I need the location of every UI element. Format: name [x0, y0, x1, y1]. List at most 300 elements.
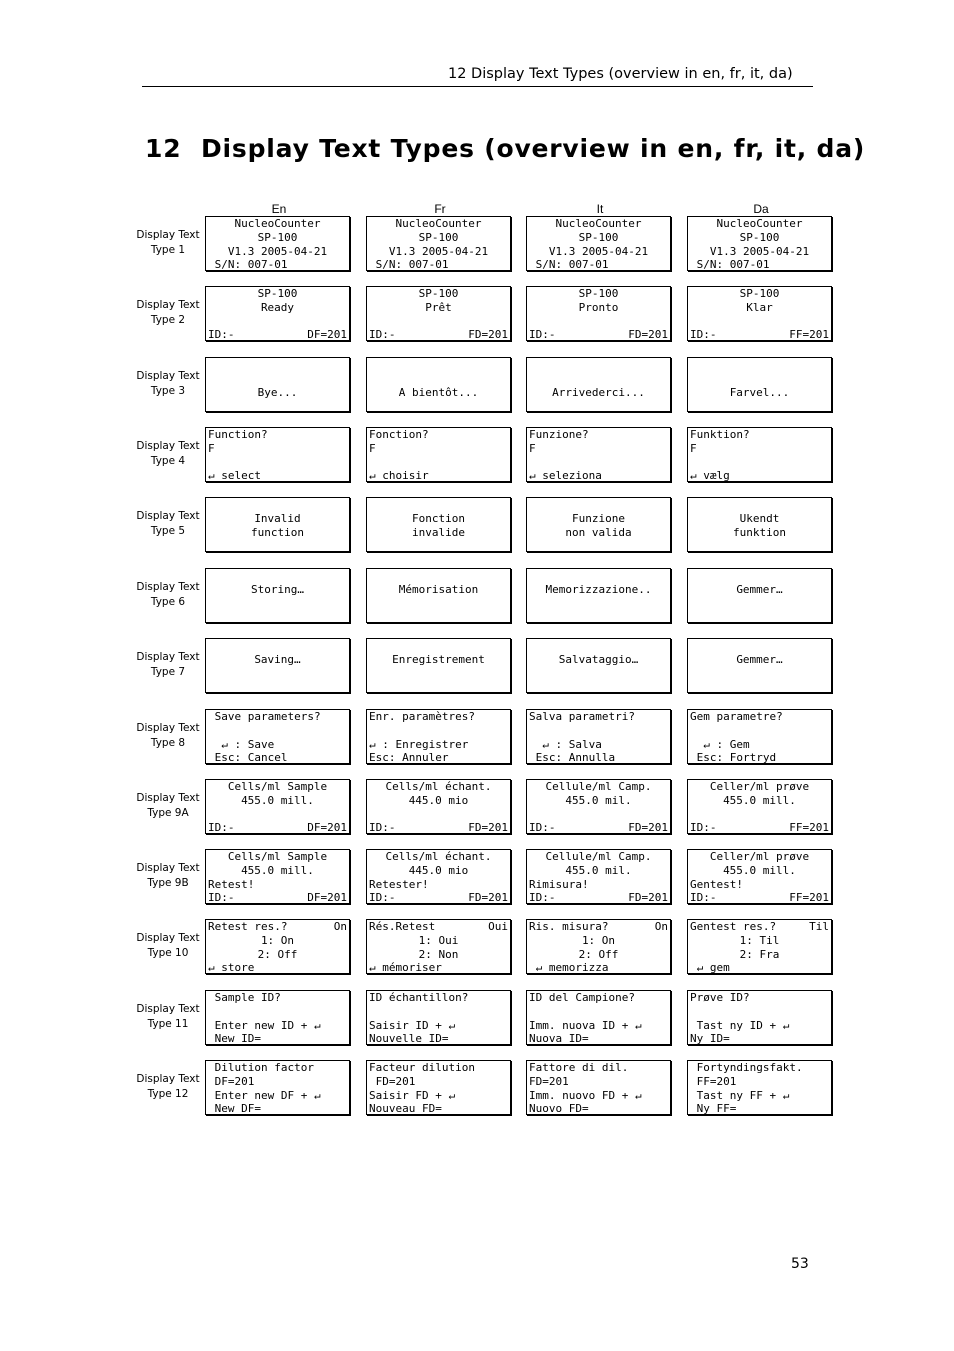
- lcd-display-fr: [366, 286, 511, 341]
- lcd-line: Facteur dilution: [369, 1061, 475, 1074]
- row-label-line: Type 8: [150, 737, 186, 749]
- lcd-display-fr: [366, 990, 511, 1045]
- lcd-line: 455.0 mill.: [723, 794, 796, 807]
- column-header-da: Da: [753, 202, 769, 216]
- lcd-line: SP-100: [578, 231, 619, 244]
- lcd-line: Funktion?: [690, 428, 750, 441]
- lcd-line: [529, 639, 668, 653]
- lcd-line: [529, 315, 668, 329]
- lcd-line: Cellule/ml Camp.: [545, 850, 652, 863]
- row-label-line: Display Text: [136, 370, 200, 382]
- lcd-line: [690, 498, 829, 512]
- row-label-line: Display Text: [136, 722, 200, 734]
- row-label-line: Display Text: [136, 932, 200, 944]
- lcd-line: Fonction?: [369, 428, 429, 441]
- lcd-line: [208, 456, 347, 470]
- lcd-line: Mémorisation: [398, 583, 479, 596]
- lcd-line: [369, 569, 508, 583]
- lcd-line: [369, 539, 508, 552]
- lcd-display-fr: [366, 357, 511, 412]
- lcd-line: [529, 358, 668, 372]
- lcd-line: [208, 539, 347, 552]
- lcd-line: [690, 808, 829, 822]
- lcd-line: [369, 724, 508, 738]
- lcd-display-fr: [366, 427, 511, 482]
- lcd-line: DF=201: [208, 1075, 255, 1088]
- lcd-line-left: ID:-: [369, 821, 396, 834]
- lcd-line: [369, 372, 508, 386]
- lcd-line-right: FD=201: [468, 328, 508, 341]
- row-label: [128, 580, 208, 610]
- row-label-line: Display Text: [136, 229, 200, 241]
- lcd-line-right: FF=201: [789, 328, 829, 341]
- lcd-display-fr: [366, 919, 511, 974]
- row-label: [128, 1002, 208, 1032]
- header-rule: [142, 86, 813, 87]
- lcd-line: Tast ny FF + ↵: [690, 1089, 790, 1102]
- lcd-line: Save parameters?: [208, 710, 321, 723]
- lcd-line-right: FF=201: [789, 891, 829, 904]
- lcd-line: S/N: 007-01: [208, 258, 288, 271]
- lcd-line: [690, 569, 829, 583]
- lcd-line: [529, 724, 668, 738]
- lcd-line: [208, 597, 347, 611]
- lcd-line: Fortyndingsfakt.: [690, 1061, 803, 1074]
- lcd-line: Prøve ID?: [690, 991, 750, 1004]
- lcd-line: Nouveau FD=: [369, 1102, 442, 1115]
- lcd-line: ↵ store: [208, 961, 255, 974]
- lcd-line: [690, 667, 829, 681]
- lcd-line: [369, 920, 508, 934]
- lcd-line: [529, 808, 668, 822]
- lcd-display-da: [687, 286, 832, 341]
- lcd-display-en: [205, 497, 350, 552]
- lcd-line: [690, 1005, 829, 1019]
- lcd-line: V1.3 2005-04-21: [548, 245, 649, 258]
- row-label-line: Type 9A: [147, 807, 189, 819]
- lcd-display-it: [526, 427, 671, 482]
- lcd-line: Celler/ml prøve: [709, 780, 810, 793]
- lcd-line: [690, 315, 829, 329]
- lcd-display-en: [205, 1060, 350, 1115]
- lcd-line: [690, 821, 829, 834]
- lcd-line: [529, 821, 668, 834]
- lcd-line: Enregistrement: [392, 653, 485, 666]
- row-label: [128, 369, 208, 399]
- lcd-line-left: ID:-: [690, 821, 717, 834]
- row-label-line: Display Text: [136, 792, 200, 804]
- lcd-line: Farvel...: [729, 386, 790, 399]
- lcd-line: [369, 808, 508, 822]
- lcd-line: Cells/ml échant.: [385, 850, 492, 863]
- lcd-line: SP-100: [418, 231, 459, 244]
- row-label: [128, 439, 208, 469]
- chapter-title-text: Display Text Types (overview in en, fr, it, da): [201, 134, 866, 163]
- lcd-line: [208, 328, 347, 341]
- chapter-title: [145, 134, 865, 163]
- lcd-line: [529, 680, 668, 693]
- lcd-line: Fattore di dil.: [529, 1061, 629, 1074]
- lcd-line: SP-100: [418, 287, 459, 300]
- page-number: 53: [791, 1256, 809, 1272]
- lcd-line: ↵ : Enregistrer: [369, 738, 469, 751]
- lcd-line: ↵ : Save: [208, 738, 275, 751]
- lcd-line: Imm. nuova ID + ↵: [529, 1019, 642, 1032]
- lcd-line: 455.0 mil.: [565, 794, 632, 807]
- row-label-line: Type 1: [150, 244, 186, 256]
- lcd-line: [369, 456, 508, 470]
- lcd-line: [529, 569, 668, 583]
- lcd-display-fr: [366, 709, 511, 764]
- lcd-line: ID del Campione?: [529, 991, 635, 1004]
- lcd-line: Tast ny ID + ↵: [690, 1019, 790, 1032]
- lcd-line: [208, 358, 347, 372]
- lcd-line-right: Oui: [488, 920, 508, 933]
- lcd-line: ID échantillon?: [369, 991, 469, 1004]
- lcd-line: Esc: Fortryd: [690, 751, 777, 764]
- lcd-display-fr: [366, 497, 511, 552]
- lcd-line: Ny ID=: [690, 1032, 730, 1045]
- lcd-line: [208, 680, 347, 693]
- lcd-line-right: DF=201: [307, 821, 347, 834]
- lcd-line: Celler/ml prøve: [709, 850, 810, 863]
- lcd-line-right: On: [333, 920, 347, 933]
- lcd-line: V1.3 2005-04-21: [388, 245, 489, 258]
- lcd-line: F: [369, 442, 376, 455]
- lcd-line: Saisir FD + ↵: [369, 1089, 456, 1102]
- column-header-en: En: [271, 202, 287, 216]
- lcd-line: V1.3 2005-04-21: [227, 245, 328, 258]
- lcd-line: 455.0 mill.: [241, 864, 314, 877]
- lcd-line: S/N: 007-01: [529, 258, 609, 271]
- lcd-display-fr: [366, 568, 511, 623]
- row-label-line: Type 12: [147, 1088, 189, 1100]
- lcd-line: [690, 539, 829, 552]
- lcd-line-left: ID:-: [690, 328, 717, 341]
- lcd-line: [369, 498, 508, 512]
- row-label-line: Display Text: [136, 862, 200, 874]
- lcd-line: [208, 399, 347, 412]
- row-label-line: Type 7: [150, 666, 186, 678]
- lcd-line-left: ID:-: [529, 328, 556, 341]
- lcd-line-left: ID:-: [690, 891, 717, 904]
- lcd-line: [690, 399, 829, 412]
- lcd-line: [690, 920, 829, 934]
- lcd-line: [690, 328, 829, 341]
- lcd-line: [208, 498, 347, 512]
- lcd-line: Nuovo FD=: [529, 1102, 589, 1115]
- lcd-display-it: [526, 709, 671, 764]
- lcd-line-left: ID:-: [529, 891, 556, 904]
- lcd-line: [369, 1005, 508, 1019]
- lcd-line: ↵ gem: [690, 961, 730, 974]
- row-label-line: Type 3: [150, 385, 186, 397]
- lcd-line: ↵ memorizza: [529, 961, 609, 974]
- lcd-display-en: [205, 427, 350, 482]
- lcd-display-da: [687, 779, 832, 834]
- lcd-line: [208, 569, 347, 583]
- lcd-line: Fonction: [412, 512, 465, 525]
- row-label: [128, 228, 208, 258]
- row-label-line: Type 11: [147, 1018, 189, 1030]
- lcd-line: 455.0 mill.: [723, 864, 796, 877]
- lcd-line: SP-100: [739, 231, 780, 244]
- lcd-line-right: FF=201: [789, 821, 829, 834]
- lcd-line: [529, 539, 668, 552]
- lcd-line: Imm. nuovo FD + ↵: [529, 1089, 642, 1102]
- lcd-display-da: [687, 919, 832, 974]
- lcd-line: 445.0 mio: [408, 864, 469, 877]
- lcd-display-en: [205, 849, 350, 904]
- row-label: [128, 931, 208, 961]
- lcd-line-left: Gentest res.?: [690, 920, 777, 933]
- lcd-line: Arrivederci...: [552, 386, 645, 399]
- lcd-display-en: [205, 216, 350, 271]
- row-label: [128, 509, 208, 539]
- lcd-line: [369, 891, 508, 904]
- lcd-line: [208, 667, 347, 681]
- lcd-line: ↵ seleziona: [529, 469, 602, 482]
- lcd-line: Gem parametre?: [690, 710, 783, 723]
- lcd-display-it: [526, 779, 671, 834]
- lcd-display-en: [205, 638, 350, 693]
- lcd-line: invalide: [412, 526, 465, 539]
- lcd-line: S/N: 007-01: [369, 258, 449, 271]
- lcd-line: Salva parametri?: [529, 710, 635, 723]
- lcd-display-it: [526, 990, 671, 1045]
- lcd-line-left: ID:-: [529, 821, 556, 834]
- row-label-line: Display Text: [136, 299, 200, 311]
- lcd-line: NucleoCounter: [234, 217, 321, 230]
- lcd-line: [529, 399, 668, 412]
- lcd-line: [529, 597, 668, 611]
- lcd-line: Dilution factor: [208, 1061, 314, 1074]
- lcd-display-en: [205, 357, 350, 412]
- lcd-line: A bientôt...: [398, 386, 479, 399]
- lcd-line: Saving…: [254, 653, 301, 666]
- lcd-line: ↵ choisir: [369, 469, 429, 482]
- lcd-line: ↵ : Gem: [690, 738, 750, 751]
- lcd-line: Cells/ml Sample: [227, 780, 328, 793]
- lcd-line: Prêt: [425, 301, 452, 314]
- lcd-line: Retest!: [208, 878, 255, 891]
- lcd-line: [208, 315, 347, 329]
- lcd-display-en: [205, 919, 350, 974]
- lcd-line: ↵ : Salva: [529, 738, 602, 751]
- lcd-line: ↵ mémoriser: [369, 961, 442, 974]
- lcd-line-right: On: [654, 920, 668, 933]
- lcd-line: [208, 1005, 347, 1019]
- lcd-line-right: FD=201: [628, 891, 668, 904]
- lcd-line: [529, 328, 668, 341]
- row-label-line: Type 4: [150, 455, 186, 467]
- lcd-line: [208, 891, 347, 904]
- lcd-line: Sample ID?: [208, 991, 281, 1004]
- lcd-line: [690, 680, 829, 693]
- row-label-line: Display Text: [136, 651, 200, 663]
- lcd-line: V1.3 2005-04-21: [709, 245, 810, 258]
- row-label-line: Type 9B: [147, 877, 189, 889]
- lcd-line: Gemmer…: [736, 653, 783, 666]
- lcd-display-fr: [366, 216, 511, 271]
- lcd-line: [369, 680, 508, 693]
- lcd-display-en: [205, 568, 350, 623]
- lcd-display-da: [687, 638, 832, 693]
- row-label: [128, 650, 208, 680]
- lcd-display-it: [526, 568, 671, 623]
- lcd-line: 2: Fra: [739, 948, 780, 961]
- lcd-line: Retester!: [369, 878, 429, 891]
- row-label-line: Type 10: [147, 947, 189, 959]
- lcd-line: Saisir ID + ↵: [369, 1019, 456, 1032]
- lcd-line: 2: Non: [418, 948, 459, 961]
- row-label-line: Type 6: [150, 596, 186, 608]
- lcd-line: Enter new DF + ↵: [208, 1089, 321, 1102]
- lcd-line: NucleoCounter: [395, 217, 482, 230]
- lcd-line: [529, 1005, 668, 1019]
- row-label-line: Display Text: [136, 1003, 200, 1015]
- lcd-line: F: [208, 442, 215, 455]
- lcd-display-en: [205, 990, 350, 1045]
- lcd-line: New ID=: [208, 1032, 261, 1045]
- lcd-display-en: [205, 709, 350, 764]
- row-label: [128, 298, 208, 328]
- lcd-line: [529, 372, 668, 386]
- lcd-line: Ready: [260, 301, 295, 314]
- lcd-line: [529, 610, 668, 623]
- chapter-number: 12: [145, 134, 182, 163]
- lcd-line: Enter new ID + ↵: [208, 1019, 321, 1032]
- row-label-line: Display Text: [136, 1073, 200, 1085]
- row-label-line: Type 2: [150, 314, 186, 326]
- lcd-display-it: [526, 357, 671, 412]
- row-label-line: Display Text: [136, 581, 200, 593]
- lcd-line: Esc: Cancel: [208, 751, 288, 764]
- lcd-display-da: [687, 709, 832, 764]
- lcd-line: [369, 821, 508, 834]
- lcd-display-it: [526, 1060, 671, 1115]
- lcd-line: 2: Off: [257, 948, 298, 961]
- lcd-line: [369, 610, 508, 623]
- lcd-line: [369, 358, 508, 372]
- lcd-line: [208, 639, 347, 653]
- lcd-line: Ukendt: [739, 512, 780, 525]
- lcd-line: F: [529, 442, 536, 455]
- lcd-line: 1: Oui: [418, 934, 459, 947]
- lcd-line: [369, 597, 508, 611]
- lcd-display-da: [687, 216, 832, 271]
- lcd-line-left: Ris. misura?: [529, 920, 609, 933]
- lcd-line: [369, 639, 508, 653]
- lcd-line-right: FD=201: [628, 821, 668, 834]
- lcd-line: [208, 821, 347, 834]
- lcd-line: [690, 456, 829, 470]
- lcd-line: [208, 920, 347, 934]
- lcd-line: Enr. paramètres?: [369, 710, 475, 723]
- lcd-line: NucleoCounter: [555, 217, 642, 230]
- lcd-line: Function?: [208, 428, 268, 441]
- lcd-line: Cellule/ml Camp.: [545, 780, 652, 793]
- lcd-line: Cells/ml échant.: [385, 780, 492, 793]
- lcd-line: 1: Til: [739, 934, 780, 947]
- lcd-display-da: [687, 497, 832, 552]
- lcd-line-right: DF=201: [307, 891, 347, 904]
- lcd-line: Pronto: [578, 301, 619, 314]
- row-label-line: Type 5: [150, 525, 186, 537]
- lcd-line: Cells/ml Sample: [227, 850, 328, 863]
- lcd-line-left: ID:-: [369, 891, 396, 904]
- lcd-display-da: [687, 568, 832, 623]
- lcd-line: Ny FF=: [690, 1102, 737, 1115]
- lcd-line: [369, 328, 508, 341]
- lcd-line: 455.0 mill.: [241, 794, 314, 807]
- lcd-display-da: [687, 427, 832, 482]
- lcd-line: [208, 808, 347, 822]
- lcd-line: [208, 610, 347, 623]
- lcd-line: [208, 724, 347, 738]
- lcd-line: [690, 639, 829, 653]
- column-header-it: It: [596, 202, 604, 216]
- lcd-line: funktion: [733, 526, 786, 539]
- lcd-line: non valida: [565, 526, 632, 539]
- lcd-display-it: [526, 497, 671, 552]
- lcd-line: Memorizzazione..: [545, 583, 652, 596]
- lcd-display-da: [687, 849, 832, 904]
- lcd-line: Funzione: [572, 512, 625, 525]
- lcd-display-en: [205, 286, 350, 341]
- lcd-line-right: FD=201: [468, 821, 508, 834]
- lcd-line: FF=201: [690, 1075, 737, 1088]
- lcd-line-left: Retest res.?: [208, 920, 288, 933]
- lcd-line-left: Rés.Retest: [369, 920, 436, 933]
- lcd-line: 445.0 mio: [408, 794, 469, 807]
- lcd-line-left: ID:-: [208, 328, 235, 341]
- lcd-display-it: [526, 919, 671, 974]
- lcd-line: 2: Off: [578, 948, 619, 961]
- lcd-line: FD=201: [529, 1075, 569, 1088]
- lcd-display-fr: [366, 849, 511, 904]
- row-label-line: Display Text: [136, 510, 200, 522]
- lcd-line: Invalid: [254, 512, 301, 525]
- lcd-line: [690, 358, 829, 372]
- lcd-line-right: DF=201: [307, 328, 347, 341]
- lcd-line: [369, 667, 508, 681]
- lcd-line: [690, 597, 829, 611]
- lcd-line: Nouvelle ID=: [369, 1032, 449, 1045]
- lcd-line: Esc: Annulla: [529, 751, 616, 764]
- running-header: 12 Display Text Types (overview in en, fr, it, da): [448, 66, 793, 82]
- lcd-display-da: [687, 1060, 832, 1115]
- lcd-display-fr: [366, 1060, 511, 1115]
- lcd-line: Funzione?: [529, 428, 589, 441]
- lcd-line: FD=201: [369, 1075, 416, 1088]
- lcd-display-da: [687, 990, 832, 1045]
- row-label: [128, 791, 208, 821]
- lcd-display-it: [526, 216, 671, 271]
- lcd-line: ↵ vælg: [690, 469, 730, 482]
- row-label: [128, 1072, 208, 1102]
- lcd-line: 455.0 mil.: [565, 864, 632, 877]
- lcd-line: function: [251, 526, 304, 539]
- lcd-line-left: ID:-: [369, 328, 396, 341]
- lcd-line-right: Til: [809, 920, 829, 933]
- lcd-line: [529, 920, 668, 934]
- lcd-line: ↵ select: [208, 469, 261, 482]
- lcd-display-it: [526, 849, 671, 904]
- lcd-line: Nuova ID=: [529, 1032, 589, 1045]
- lcd-line: 1: On: [581, 934, 616, 947]
- row-label: [128, 721, 208, 751]
